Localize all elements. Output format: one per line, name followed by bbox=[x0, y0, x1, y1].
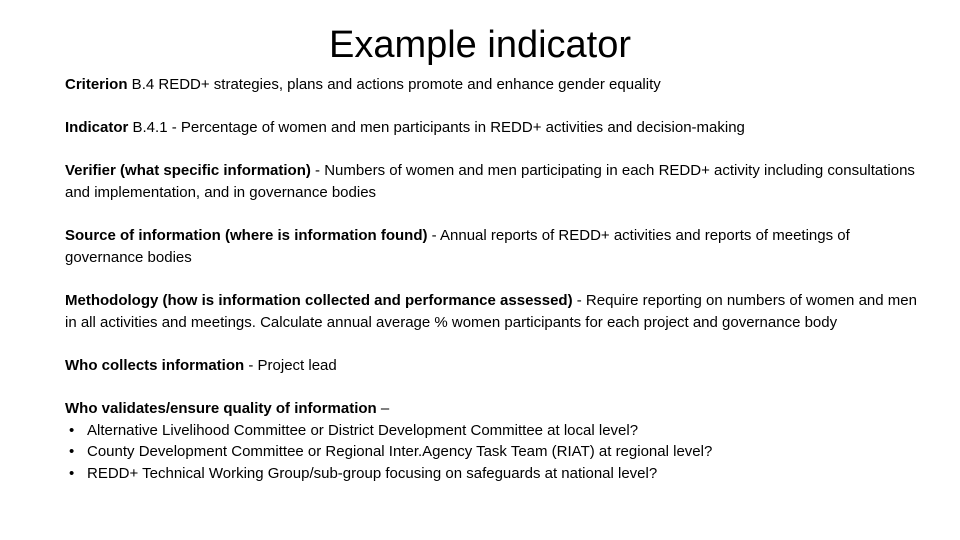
bullet-item: • County Development Committee or Regional Inter.Agency Task Team (RIAT) at regional level? bbox=[65, 441, 925, 463]
criterion-paragraph bbox=[65, 74, 925, 96]
methodology-label: Methodology (how is information collected and performance assessed) bbox=[65, 291, 573, 309]
bullet-item: • REDD+ Technical Working Group/sub-group focusing on safeguards at national level? bbox=[65, 463, 925, 485]
collects-label: Who collects information bbox=[65, 356, 245, 374]
methodology-text: - Require reporting on numbers of women and men in all activities and meetings. Calculate annual average % women participants for each project and governance body bbox=[65, 291, 917, 331]
verifier-label: Verifier (what specific information) bbox=[65, 162, 311, 180]
slide-title: Example indicator bbox=[328, 24, 632, 66]
indicator-text: B.4.1 - Percentage of women and men participants in REDD+ activities and decision-making bbox=[128, 119, 745, 137]
source-text: - Annual reports of REDD+ activities and reports of meetings of governance bodies bbox=[65, 227, 850, 266]
collects-paragraph bbox=[65, 355, 925, 377]
methodology-paragraph bbox=[65, 290, 925, 333]
slide-content bbox=[65, 74, 925, 484]
verifier-paragraph bbox=[65, 160, 925, 203]
validates-label: Who validates/ensure quality of information bbox=[65, 399, 377, 417]
criterion-text: B.4 REDD+ strategies, plans and actions promote and enhance gender equality bbox=[127, 76, 661, 93]
validates-paragraph bbox=[65, 398, 925, 420]
criterion-label: Criterion bbox=[65, 76, 128, 93]
indicator-paragraph bbox=[65, 117, 925, 139]
indicator-label: Indicator bbox=[65, 119, 129, 137]
source-paragraph bbox=[65, 225, 925, 268]
verifier-text: - Numbers of women and men participating in each REDD+ activity including consultations and implementation, and in governance bodies bbox=[65, 162, 915, 201]
collects-text: - Project lead bbox=[244, 356, 337, 374]
validates-bullet-list bbox=[65, 420, 925, 485]
source-label: Source of information (where is information found) bbox=[65, 227, 428, 245]
validates-text: – bbox=[376, 399, 390, 417]
bullet-item: • Alternative Livelihood Committee or District Development Committee at local level? bbox=[65, 420, 925, 442]
